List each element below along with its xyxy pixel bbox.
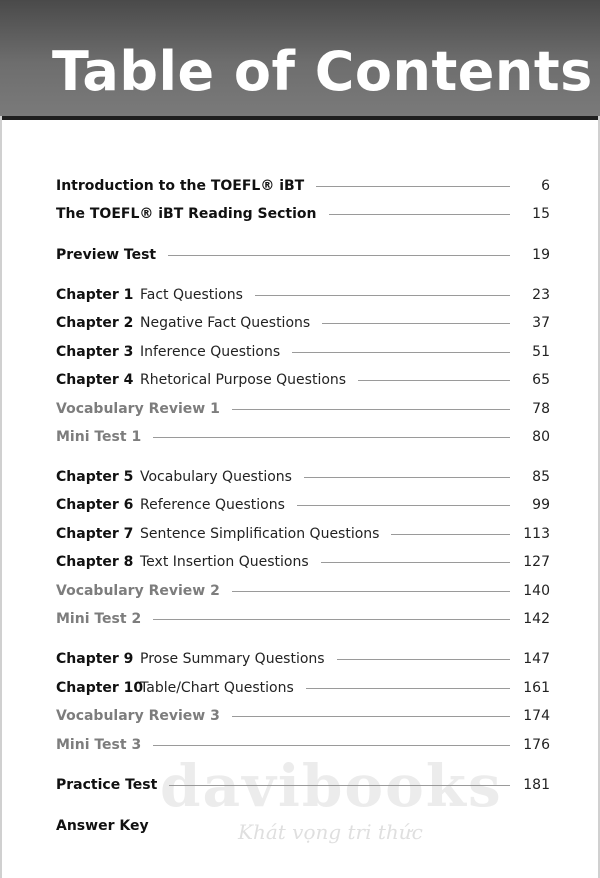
page-number: 37	[532, 315, 550, 331]
chapter-number: Chapter 4	[56, 372, 134, 388]
page-number: 6	[541, 178, 550, 194]
chapter-title: Vocabulary Questions	[140, 469, 292, 485]
toc-entry	[56, 580, 550, 602]
page-number: 15	[532, 206, 550, 222]
chapter-number: Chapter 9	[56, 651, 134, 667]
page-number: 127	[523, 554, 550, 570]
chapter-number: Chapter 2	[56, 315, 134, 331]
page-number: 19	[532, 247, 550, 263]
chapter-title: Table/Chart Questions	[140, 680, 294, 696]
chapter-title: Fact Questions	[140, 287, 243, 303]
toc-entry	[56, 398, 550, 420]
left-page-edge	[0, 116, 2, 878]
watermark-brand: davibooks	[160, 752, 503, 820]
dot-leader	[297, 505, 510, 506]
page-number: 65	[532, 372, 550, 388]
chapter-title: Reference Questions	[140, 497, 285, 513]
page-title: Table of Contents	[52, 40, 593, 103]
entry-label: The TOEFL® iBT Reading Section	[56, 206, 317, 222]
chapter-number: Chapter 5	[56, 469, 134, 485]
dot-leader	[232, 409, 510, 410]
page-number: 174	[523, 708, 550, 724]
chapter-title: Inference Questions	[140, 344, 281, 360]
dot-leader	[304, 477, 510, 478]
toc-entry	[56, 466, 550, 488]
toc-entry	[56, 203, 550, 225]
toc-entry	[56, 426, 550, 448]
entry-label: Vocabulary Review 3	[56, 708, 220, 724]
toc-entry	[56, 175, 550, 197]
page-number: 147	[523, 651, 550, 667]
dot-leader	[232, 716, 510, 717]
toc-entry	[56, 648, 550, 670]
entry-label: Mini Test 2	[56, 611, 142, 627]
toc-list	[56, 0, 556, 878]
chapter-number: Chapter 10	[56, 680, 144, 696]
dot-leader	[337, 659, 510, 660]
toc-entry	[56, 677, 550, 699]
toc-entry	[56, 284, 550, 306]
toc-entry	[56, 369, 550, 391]
entry-label: Introduction to the TOEFL® iBT	[56, 178, 305, 194]
dot-leader	[391, 534, 510, 535]
dot-leader	[168, 255, 510, 256]
page-number: 23	[532, 287, 550, 303]
chapter-title: Text Insertion Questions	[140, 554, 309, 570]
toc-entry	[56, 551, 550, 573]
watermark-slogan: Khát vọng tri thức	[238, 820, 423, 844]
toc-entry	[56, 705, 550, 727]
page-number: 161	[523, 680, 550, 696]
entry-label: Vocabulary Review 1	[56, 401, 220, 417]
entry-label: Practice Test	[56, 777, 158, 793]
page-number: 113	[523, 526, 550, 542]
toc-entry	[56, 341, 550, 363]
dot-leader	[316, 186, 510, 187]
chapter-title: Rhetorical Purpose Questions	[140, 372, 347, 388]
toc-entry	[56, 494, 550, 516]
dot-leader	[153, 745, 510, 746]
page-number: 99	[532, 497, 550, 513]
dot-leader	[321, 562, 510, 563]
dot-leader	[153, 619, 510, 620]
chapter-title: Sentence Simplification Questions	[140, 526, 380, 542]
toc-entry	[56, 244, 550, 266]
dot-leader	[153, 437, 510, 438]
entry-label: Preview Test	[56, 247, 157, 263]
page-number: 78	[532, 401, 550, 417]
dot-leader	[292, 352, 510, 353]
chapter-number: Chapter 1	[56, 287, 134, 303]
dot-leader	[358, 380, 510, 381]
chapter-title: Prose Summary Questions	[140, 651, 325, 667]
dot-leader	[306, 688, 510, 689]
chapter-number: Chapter 7	[56, 526, 134, 542]
chapter-number: Chapter 3	[56, 344, 134, 360]
dot-leader	[322, 323, 510, 324]
page-number: 51	[532, 344, 550, 360]
page-number: 142	[523, 611, 550, 627]
entry-label: Answer Key	[56, 818, 149, 834]
chapter-number: Chapter 6	[56, 497, 134, 513]
toc-entry	[56, 312, 550, 334]
dot-leader	[232, 591, 510, 592]
entry-label: Vocabulary Review 2	[56, 583, 220, 599]
page-number: 80	[532, 429, 550, 445]
dot-leader	[329, 214, 510, 215]
toc-entry	[56, 523, 550, 545]
entry-label: Mini Test 3	[56, 737, 142, 753]
toc-entry	[56, 608, 550, 630]
chapter-number: Chapter 8	[56, 554, 134, 570]
page-number: 140	[523, 583, 550, 599]
chapter-title: Negative Fact Questions	[140, 315, 311, 331]
page-number: 85	[532, 469, 550, 485]
dot-leader	[255, 295, 510, 296]
page-number: 181	[523, 777, 550, 793]
entry-label: Mini Test 1	[56, 429, 142, 445]
page-number: 176	[523, 737, 550, 753]
